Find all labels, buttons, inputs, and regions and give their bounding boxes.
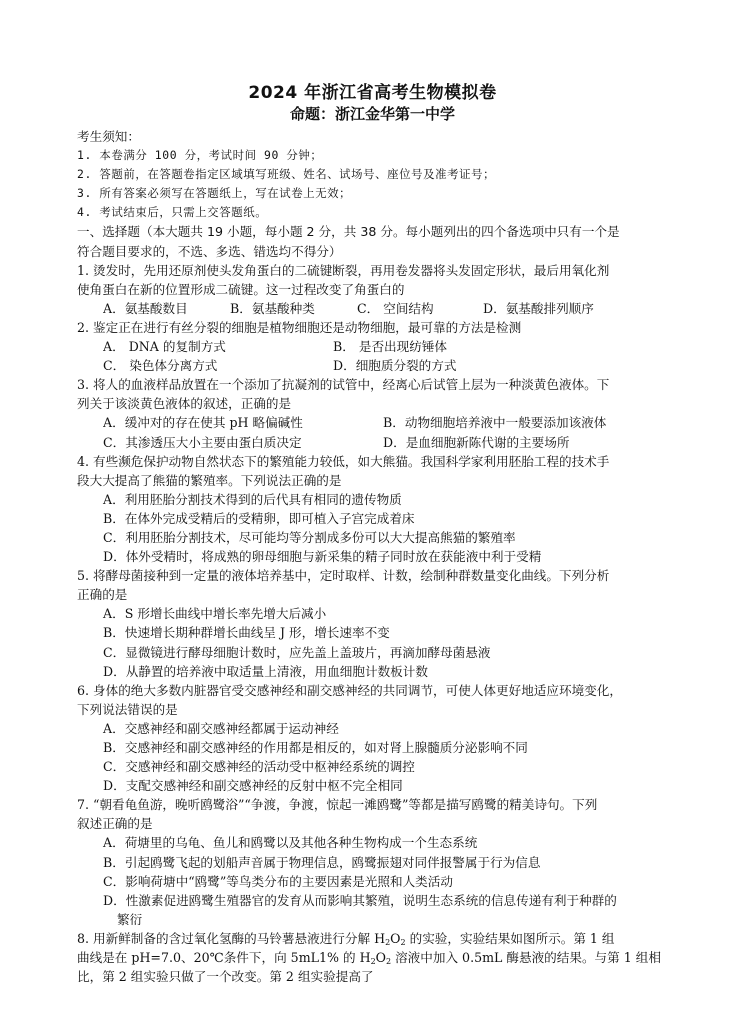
option-d: D．性激素促进鸥鹭生殖器官的发育从而影响其繁殖，说明生态系统的信息传递有利于种群的	[103, 892, 617, 908]
option-d: D．是血细胞新陈代谢的主要场所	[383, 434, 570, 450]
stem-text: 溶液中加入 0.5mL 酶悬液的结果。与第 1 组相	[391, 950, 661, 966]
notes-heading: 考生须知：	[77, 129, 140, 144]
question-stem: 3. 将人的血液样品放置在一个添加了抗凝剂的试管中，经离心后试管上层为一种淡黄色液体。下	[77, 377, 610, 393]
question-stem: 段大大提高了熊猫的繁殖率。下列说法正确的是	[77, 472, 342, 488]
option-c: C．利用胚胎分割技术，尽可能均等分割成多份可以大大提高熊猫的繁殖率	[103, 529, 516, 545]
option-b: B．引起鸥鹭飞起的划船声音属于物理信息，鸥鹭振翅对同伴报警属于行为信息	[103, 854, 541, 870]
question-stem: 1. 烫发时，先用还原剂使头发角蛋白的二硫键断裂，再用卷发器将头发固定形状，最后用氧化剂	[77, 262, 610, 278]
option-a: A．氨基酸数目	[103, 300, 188, 316]
option-row	[77, 299, 677, 318]
stem-text: O	[375, 950, 386, 966]
question-6	[77, 681, 677, 796]
question-stem: 正确的是	[77, 587, 128, 603]
option-b: B．交感神经和副交感神经的作用都是相反的，如对肾上腺髓质分泌影响不同	[103, 740, 528, 755]
option-row	[77, 433, 677, 452]
subscript: 2	[385, 957, 392, 967]
question-stem: 比，第 2 组实验只做了一个改变。第 2 组实验提高了	[77, 969, 374, 985]
question-stem: 叙述正确的是	[77, 816, 153, 832]
question-5	[77, 566, 677, 681]
question-stem: 使角蛋白在新的位置形成二硫键。这一过程改变了角蛋白的	[77, 281, 405, 297]
option-c: C． 空间结构	[357, 300, 434, 316]
subscript: 2	[385, 937, 391, 947]
question-1	[77, 261, 677, 318]
option-d: D．细胞质分裂的方式	[333, 358, 457, 374]
question-stem: 列关于该淡黄色液体的叙述，正确的是	[77, 396, 292, 412]
option-c: C． 染色体分离方式	[103, 358, 218, 374]
exam-notes	[77, 127, 677, 222]
option-a: A．荷塘里的乌龟、鱼儿和鸥鹭以及其他各种生物构成一个生态系统	[103, 835, 478, 851]
option-d-continuation: 繁衍	[117, 911, 143, 927]
notes-item: 1. 本卷满分 100 分，考试时间 90 分钟；	[77, 148, 323, 163]
stem-text: 8. 用新鲜制备的含过氧化氢酶的马铃薯悬液进行分解 H	[77, 930, 386, 946]
question-8	[77, 929, 677, 986]
notes-item: 4. 考试结束后，只需上交答题纸。	[77, 205, 268, 220]
question-3	[77, 375, 677, 451]
stem-text: 曲线是在 pH=7.0、20℃条件下，向 5mL1% 的 H	[77, 950, 371, 966]
question-stem: 4. 有些濒危保护动物自然状态下的繁殖能力较低，如大熊猫。我国科学家利用胚胎工程的技术手	[77, 453, 610, 469]
stem-text: 的实验，实验结果如图所示。第 1 组	[405, 930, 615, 946]
option-a: A．缓冲对的存在使其 pH 略偏碱性	[103, 415, 303, 431]
notes-item: 3. 所有答案必须写在答题纸上，写在试卷上无效；	[77, 186, 352, 201]
exam-content	[77, 127, 677, 986]
page-subtitle: 命题：浙江金华第一中学	[289, 105, 455, 123]
page-title: 2024 年浙江省高考生物模拟卷	[248, 83, 497, 103]
option-b: B．在体外完成受精后的受精卵，即可植入子宫完成着床	[103, 510, 415, 526]
option-a: A． DNA 的复制方式	[103, 339, 226, 355]
stem-text: O	[390, 930, 401, 946]
option-row	[77, 413, 677, 432]
option-a: A．S 形增长曲线中增长率先增大后减小	[103, 606, 327, 622]
option-b: B．氨基酸种类	[230, 300, 315, 316]
notes-item: 2. 答题前，在答题卷指定区域填写班级、姓名、试场号、座位号及准考证号；	[77, 167, 496, 182]
question-stem: 5. 将酵母菌接种到一定量的液体培养基中，定时取样、计数，绘制种群数量变化曲线。下列分析	[77, 568, 610, 584]
option-a: A．交感神经和副交感神经都属于运动神经	[103, 720, 339, 736]
option-c: C．显微镜进行酵母细胞计数时，应先盖上盖玻片，再滴加酵母菌悬液	[103, 644, 491, 660]
option-c: C．影响荷塘中“鸥鹭”等鸟类分布的主要因素是光照和人类活动	[103, 873, 453, 889]
option-row	[77, 356, 677, 375]
question-stem: 6. 身体的绝大多数内脏器官受交感神经和副交感神经的共同调节，可使人体更好地适应环境变化，	[77, 682, 622, 698]
question-stem: 2. 鉴定正在进行有丝分裂的细胞是植物细胞还是动物细胞，最可靠的方法是检测	[77, 319, 522, 335]
option-b: B． 是否出现纺锤体	[333, 339, 448, 355]
section-line: 符合题目要求的，不选、多选、错选均不得分）	[77, 243, 342, 259]
question-7	[77, 795, 677, 929]
option-d: D．从静置的培养液中取适量上清液，用血细胞计数板计数	[103, 663, 428, 679]
option-c: C．交感神经和副交感神经的活动受中枢神经系统的调控	[103, 759, 415, 775]
question-4	[77, 452, 677, 567]
section-line: 一、选择题（本大题共 19 小题，每小题 2 分，共 38 分。每小题列出的四个备选项中只有一个是	[77, 224, 620, 240]
question-stem: 7. “朝看龟鱼游，晚听鸥鹭浴”“争渡，争渡，惊起一滩鸥鹭”等都是描写鸥鹭的精美诗句。下列	[77, 797, 598, 813]
question-2	[77, 318, 677, 375]
question-stem: 下列说法错误的是	[77, 701, 178, 717]
subscript: 2	[370, 957, 376, 967]
option-b: B．快速增长期种群增长曲线呈 J 形，增长速率不变	[103, 625, 390, 641]
question-stem	[77, 929, 677, 948]
option-row	[77, 337, 677, 356]
option-d: D．体外受精时，将成熟的卵母细胞与新采集的精子同时放在获能液中利于受精	[103, 549, 542, 565]
section-heading	[77, 222, 677, 260]
subscript: 2	[400, 937, 406, 947]
option-d: D．氨基酸排列顺序	[483, 300, 594, 316]
option-d: D．支配交感神经和副交感神经的反射中枢不完全相同	[103, 778, 403, 794]
option-c: C．其渗透压大小主要由蛋白质决定	[103, 434, 302, 450]
option-b: B．动物细胞培养液中一般要添加该液体	[383, 415, 607, 431]
option-a: A．利用胚胎分割技术得到的后代具有相同的遗传物质	[103, 491, 402, 507]
question-stem	[77, 948, 677, 967]
